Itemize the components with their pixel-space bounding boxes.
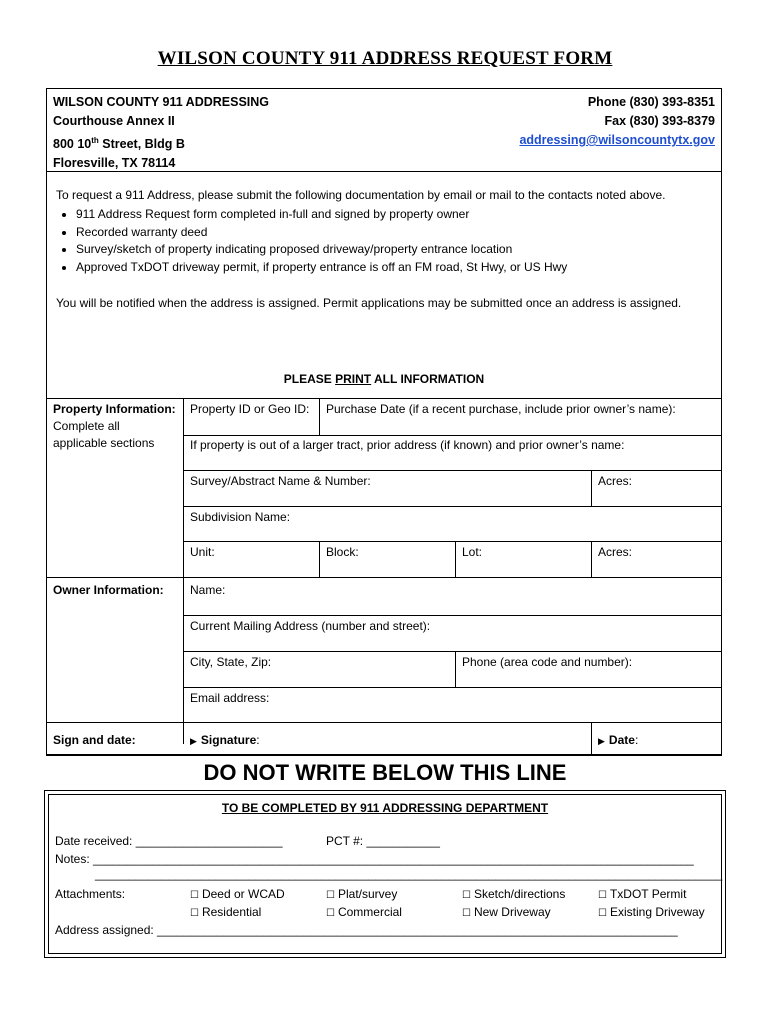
notes-line: Notes: __________________________________________________________________________________________ bbox=[55, 852, 694, 866]
property-section-note: Complete all applicable sections bbox=[53, 419, 155, 450]
requirement-item: • Recorded warranty deed bbox=[76, 224, 567, 242]
checkbox-label: Deed or WCAD bbox=[201, 887, 285, 901]
checkbox-new-driveway[interactable] bbox=[462, 904, 551, 922]
do-not-write-heading: DO NOT WRITE BELOW THIS LINE bbox=[203, 760, 567, 785]
attachments-label: Attachments: bbox=[55, 887, 126, 901]
checkbox-icon: ☐ bbox=[462, 908, 471, 919]
city: Floresville, TX 78114 bbox=[53, 156, 176, 171]
checkbox-label: Plat/survey bbox=[337, 887, 398, 901]
notes-line-2: ______________________________________________________________________________________________ bbox=[95, 867, 723, 881]
property-section-label bbox=[47, 399, 183, 454]
checkbox-label: Residential bbox=[201, 905, 262, 919]
unit-field[interactable]: Unit: bbox=[190, 545, 215, 559]
acres-field[interactable]: Acres: bbox=[598, 474, 633, 488]
department-box-inner bbox=[48, 794, 722, 954]
mailing-address bbox=[53, 93, 269, 173]
sign-section-label: Sign and date: bbox=[53, 733, 136, 747]
print-underlined: PRINT bbox=[335, 372, 372, 386]
checkbox-label: New Driveway bbox=[473, 905, 551, 919]
signature-label: Signature bbox=[200, 733, 257, 747]
arrow-right-icon: ▶ bbox=[598, 736, 605, 746]
checkbox-icon: ☐ bbox=[190, 908, 199, 919]
checkbox-existing-driveway[interactable] bbox=[598, 904, 705, 922]
checkbox-icon: ☐ bbox=[326, 908, 335, 919]
phone: Phone (830) 393-8351 bbox=[587, 95, 715, 109]
checkbox-label: Existing Driveway bbox=[609, 905, 705, 919]
requirements-list bbox=[58, 206, 567, 276]
building: Courthouse Annex II bbox=[53, 114, 175, 128]
notification-text: You will be notified when the address is assigned. Permit applications may be submitted once an address is assigned. bbox=[56, 296, 682, 310]
checkbox-txdot[interactable] bbox=[598, 886, 686, 904]
block-field[interactable]: Block: bbox=[326, 545, 359, 559]
owner-section-label: Owner Information: bbox=[53, 583, 164, 597]
contact-block bbox=[47, 89, 721, 172]
fax: Fax (830) 393-8379 bbox=[604, 114, 715, 128]
date-colon: : bbox=[634, 733, 639, 747]
request-form-box bbox=[46, 88, 722, 756]
checkbox-commercial[interactable] bbox=[326, 904, 402, 922]
email-link[interactable]: addressing@wilsoncountytx.gov bbox=[519, 133, 715, 147]
arrow-right-icon: ▶ bbox=[190, 736, 197, 746]
checkbox-icon: ☐ bbox=[598, 908, 607, 919]
owner-email-field[interactable]: Email address: bbox=[190, 691, 270, 705]
street-number: 800 10 bbox=[53, 137, 92, 152]
form-title: WILSON COUNTY 911 ADDRESS REQUEST FORM bbox=[157, 48, 613, 69]
print-notice bbox=[47, 372, 721, 386]
street-suffix: th bbox=[91, 136, 99, 145]
department-box bbox=[44, 790, 726, 958]
checkbox-label: TxDOT Permit bbox=[609, 887, 687, 901]
signature-field[interactable] bbox=[184, 723, 591, 755]
owner-phone-field[interactable]: Phone (area code and number): bbox=[462, 655, 633, 669]
print-post: ALL INFORMATION bbox=[371, 372, 485, 386]
pct-line: PCT #: ___________ bbox=[326, 834, 440, 848]
address-assigned-line: Address assigned: ______________________________________________________________________________ bbox=[55, 923, 678, 937]
city-state-zip-field[interactable]: City, State, Zip: bbox=[190, 655, 272, 669]
checkbox-deed[interactable] bbox=[190, 886, 285, 904]
requirement-item: • 911 Address Request form completed in-full and signed by property owner bbox=[76, 206, 567, 224]
lot-field[interactable]: Lot: bbox=[462, 545, 483, 559]
acres-field-2[interactable]: Acres: bbox=[598, 545, 633, 559]
street bbox=[53, 131, 269, 154]
checkbox-residential[interactable] bbox=[190, 904, 261, 922]
requirement-item: • Survey/sketch of property indicating proposed driveway/property entrance location bbox=[76, 241, 567, 259]
signature-colon: : bbox=[256, 733, 260, 747]
street-rest: Street, Bldg B bbox=[98, 137, 185, 152]
date-label: Date bbox=[608, 733, 635, 747]
instructions-intro: To request a 911 Address, please submit the following documentation by email or mail to the contacts noted above. bbox=[56, 188, 666, 202]
larger-tract-field[interactable]: If property is out of a larger tract, prior address (if known) and prior owner’s name: bbox=[190, 438, 625, 452]
print-pre: PLEASE bbox=[283, 372, 336, 386]
owner-name-field[interactable]: Name: bbox=[190, 583, 226, 597]
checkbox-icon: ☐ bbox=[462, 890, 471, 901]
date-received-line: Date received: ______________________ bbox=[55, 834, 283, 848]
survey-field[interactable]: Survey/Abstract Name & Number: bbox=[190, 474, 371, 488]
checkbox-icon: ☐ bbox=[326, 890, 335, 901]
requirement-item: • Approved TxDOT driveway permit, if property entrance is off an FM road, St Hwy, or US Hwy bbox=[76, 259, 567, 277]
property-section-title: Property Information: bbox=[53, 402, 176, 416]
checkbox-label: Commercial bbox=[337, 905, 402, 919]
checkbox-icon: ☐ bbox=[598, 890, 607, 901]
checkbox-plat[interactable] bbox=[326, 886, 397, 904]
department-header: TO BE COMPLETED BY 911 ADDRESSING DEPARTMENT bbox=[221, 801, 549, 815]
org-name: WILSON COUNTY 911 ADDRESSING bbox=[53, 95, 270, 109]
checkbox-sketch[interactable] bbox=[462, 886, 565, 904]
property-id-field[interactable]: Property ID or Geo ID: bbox=[190, 402, 310, 416]
date-field[interactable] bbox=[592, 723, 720, 755]
subdivision-field[interactable]: Subdivision Name: bbox=[190, 510, 291, 524]
mailing-address-field[interactable]: Current Mailing Address (number and street): bbox=[190, 619, 431, 633]
contact-info bbox=[519, 93, 715, 150]
checkbox-icon: ☐ bbox=[190, 890, 199, 901]
purchase-date-field[interactable]: Purchase Date (if a recent purchase, include prior owner’s name): bbox=[326, 402, 676, 416]
checkbox-label: Sketch/directions bbox=[473, 887, 566, 901]
